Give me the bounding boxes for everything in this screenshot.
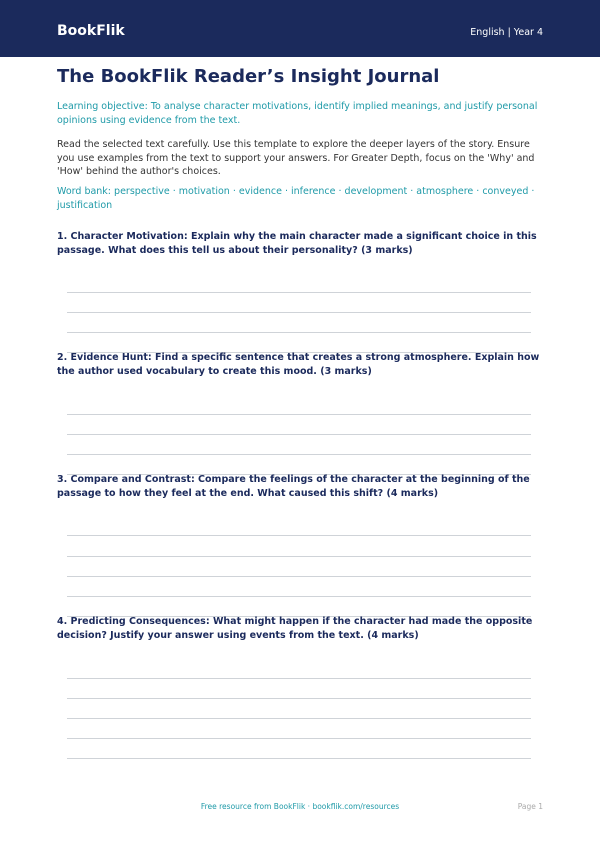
answer-line[interactable] bbox=[67, 556, 531, 557]
answer-line[interactable] bbox=[67, 292, 531, 293]
answer-line[interactable] bbox=[67, 414, 531, 415]
question-3: 3. Compare and Contrast: Compare the feelings of the character at the beginning of the passage to how they feel at the end. What caused this shift? (4 marks) bbox=[57, 474, 530, 499]
answer-line[interactable] bbox=[67, 596, 531, 597]
question-4: 4. Predicting Consequences: What might happen if the character had made the opposite decision? Justify your answer using events from the text. (4 marks) bbox=[57, 616, 533, 641]
brand-logo-text: BookFlik bbox=[57, 23, 125, 39]
question-1: 1. Character Motivation: Explain why the main character made a significant choice in this passage. What does this tell us about their personality? (3 marks) bbox=[57, 231, 537, 256]
page-title: The BookFlik Reader’s Insight Journal bbox=[57, 66, 440, 87]
footer-credit: Free resource from BookFlik · bookflik.com/resources bbox=[200, 802, 400, 811]
word-bank: Word bank: perspective · motivation · evidence · inference · development · atmosphere · conveyed · justification bbox=[57, 186, 535, 211]
answer-line[interactable] bbox=[67, 718, 531, 719]
instructions-text: Read the selected text carefully. Use this template to explore the deeper layers of the story. Ensure you use examples from the text to support your answers. For Greater Depth, focus on the 'Why' and 'How' behind the author's choices. bbox=[57, 139, 535, 177]
page-number: Page 1 bbox=[517, 802, 543, 811]
answer-line[interactable] bbox=[67, 576, 531, 577]
answer-line[interactable] bbox=[67, 332, 531, 333]
page-header bbox=[0, 0, 600, 57]
answer-line[interactable] bbox=[67, 434, 531, 435]
learning-objective: Learning objective: To analyse character motivations, identify implied meanings, and justify personal opinions using evidence from the text. bbox=[57, 101, 538, 126]
question-2: 2. Evidence Hunt: Find a specific sentence that creates a strong atmosphere. Explain how the author used vocabulary to create this mood. (3 marks) bbox=[57, 352, 540, 377]
answer-line[interactable] bbox=[67, 312, 531, 313]
subject-year-label: English | Year 4 bbox=[470, 27, 543, 38]
answer-line[interactable] bbox=[67, 454, 531, 455]
answer-line[interactable] bbox=[67, 738, 531, 739]
answer-line[interactable] bbox=[67, 535, 531, 536]
answer-line[interactable] bbox=[67, 678, 531, 679]
answer-line[interactable] bbox=[67, 698, 531, 699]
answer-line[interactable] bbox=[67, 758, 531, 759]
